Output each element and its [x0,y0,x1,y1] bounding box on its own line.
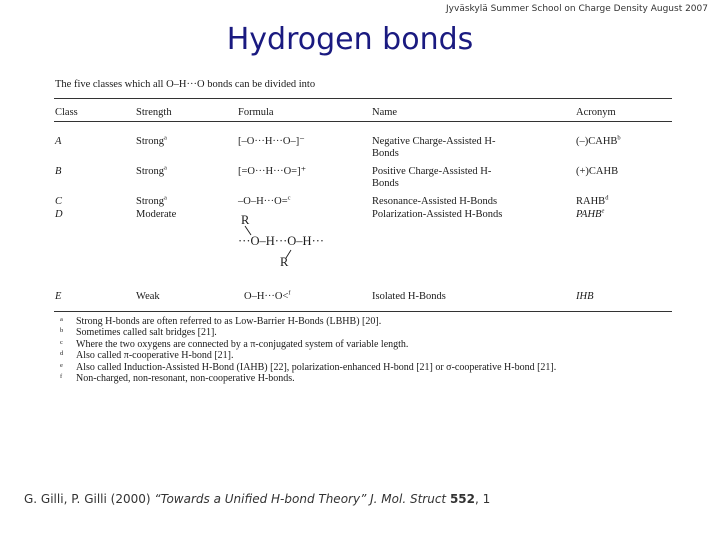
footnote: b Sometimes called salt bridges [21]. [60,327,217,339]
row-e-name: Isolated H-Bonds [372,291,446,302]
row-b-strength: Strong$^a$ [136,164,167,177]
footnote: c Where the two oxygens are connected by a π-conjugated system of variable length. [60,338,409,350]
row-e-acronym: IHB [576,291,594,302]
row-e-class: E [55,291,62,302]
slide-title: Hydrogen bonds [226,22,474,57]
footnote: a Strong H-bonds are often referred to as Low-Barrier H-Bonds (LBHB) [20]. [60,316,382,327]
row-a-name: Negative Charge-Assisted H- Bonds [372,136,496,159]
header-acronym: Acronym [576,107,616,118]
row-c-formula: –O–H···O=$^c$ [238,194,291,207]
footnote: f Non-charged, non-resonant, non-cooperative H-bonds. [60,373,295,385]
row-c-acronym: RAHB$^d$ [576,194,609,207]
header-formula: Formula [238,107,274,118]
citation [24,492,490,506]
footnotes [60,316,556,384]
header-class: Class [55,107,78,118]
table-caption: The five classes which all O–H···O bonds can be divided into [55,79,316,90]
row-b-acronym: (+)CAHB [576,166,619,177]
row-d-name: Polarization-Assisted H-Bonds [372,209,503,220]
row-b-class: B [55,166,62,177]
citation-authors: G. Gilli, P. Gilli (2000) [24,492,151,506]
row-d-acronym: PAHB$^e$ [576,207,605,220]
row-a-strength: Strong$^a$ [136,134,167,147]
footnote: d Also called π-cooperative H-bond [21]. [60,350,234,362]
header-strength: Strength [136,107,172,118]
structure-r-bottom: R [280,255,289,269]
citation-page: , 1 [475,492,491,506]
row-e-strength: Weak [136,291,160,302]
header-note: Jyväskylä Summer School on Charge Density August 2007 [446,4,708,14]
structure-r-top: R [241,213,250,227]
row-a-acronym: (–)CAHB$^b$ [576,134,621,147]
row-c-class: C [55,196,63,207]
table-header-rule [54,121,672,122]
citation-title: “Towards a Unified H-bond Theory” [154,492,367,506]
header-name: Name [372,107,398,118]
row-c-strength: Strong$^a$ [136,194,167,207]
row-a-formula: [–O···H···O–]⁻ [238,136,305,147]
row-d-strength: Moderate [136,209,177,220]
structure-chain: ···O–H···O–H··· [238,234,325,248]
row-d-class: D [55,209,63,220]
row-e-formula: O–H···O<$^f$ [244,289,291,302]
table-top-rule [54,98,672,99]
row-b-formula: [=O···H···O=]⁺ [238,166,307,177]
table-bottom-rule [54,311,672,312]
citation-volume: 552 [449,492,476,506]
footnote: e Also called Induction-Assisted H-Bond (IAHB) [22], polarization-enhanced H-bond [21] or σ-cooperative H-bond [21]. [60,361,557,373]
citation-journal: J. Mol. Struct [370,492,447,506]
row-c-name: Resonance-Assisted H-Bonds [372,196,498,207]
row-b-name: Positive Charge-Assisted H- Bonds [372,166,492,189]
row-a-class: A [55,136,62,147]
